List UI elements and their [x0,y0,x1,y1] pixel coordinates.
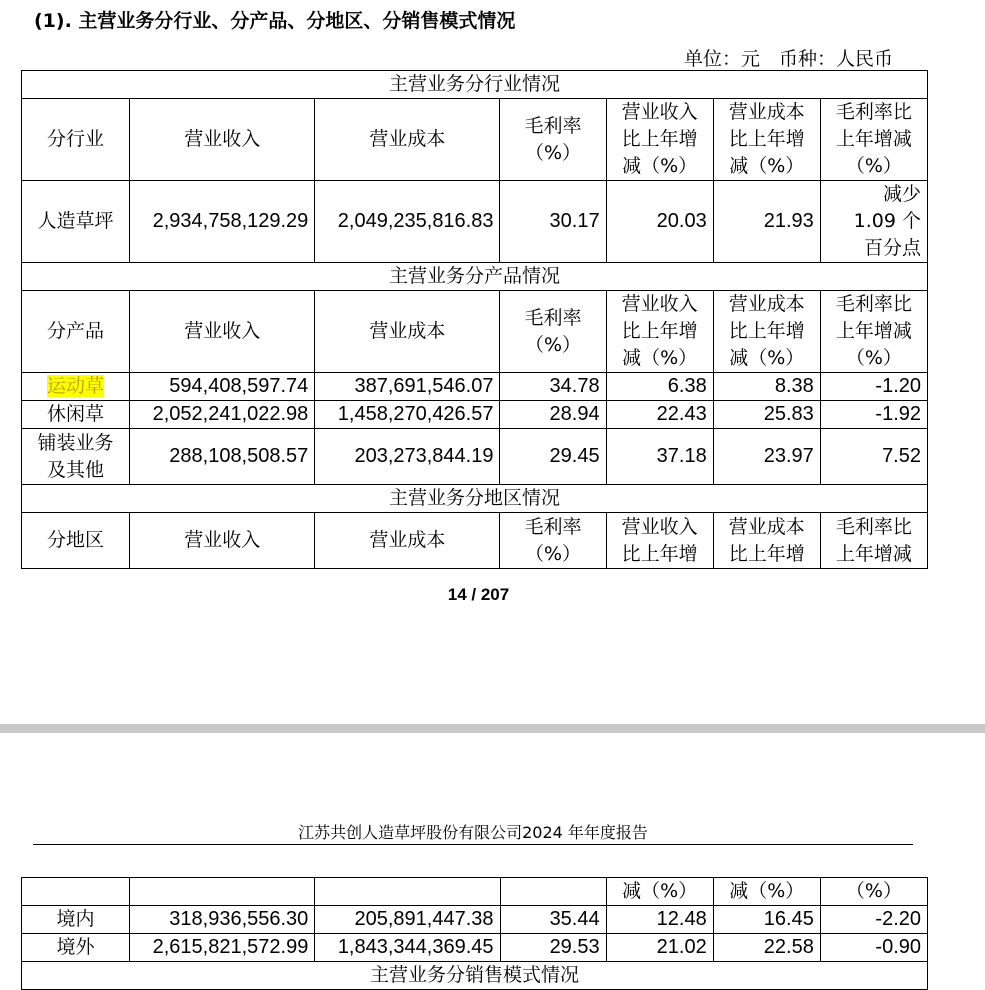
margin-change-cell: 7.52 [820,429,927,485]
col-cost-change: 营业成本 比上年增 减（%） [713,99,820,181]
revenue-change-cell: 21.02 [606,934,713,962]
col-margin-change: 毛利率比 上年增减 （%） [820,291,927,373]
industry-section-title: 主营业务分行业情况 [22,71,928,99]
cost-cell: 2,049,235,816.83 [315,181,500,263]
highlighted-text: 运动草 [47,375,105,397]
revenue-change-cell: 20.03 [606,181,713,263]
continued-table-viewport [21,877,928,986]
row-name: 休闲草 [22,401,130,429]
row-name [22,373,130,401]
revenue-change-cell: 12.48 [606,906,713,934]
empty-cell [22,878,130,906]
section-row [22,263,928,291]
table-row [22,373,928,401]
revenue-cell: 594,408,597.74 [130,373,315,401]
product-section-title: 主营业务分产品情况 [22,263,928,291]
row-name: 铺装业务 及其他 [22,429,130,485]
col-revenue: 营业收入 [130,291,315,373]
col-industry: 分行业 [22,99,130,181]
region-table-continued [21,877,928,990]
revenue-cell: 2,615,821,572.99 [130,934,315,962]
sales-mode-section-title: 主营业务分销售模式情况 [22,962,928,990]
col-cost: 营业成本 [315,291,500,373]
cost-cell: 387,691,546.07 [315,373,500,401]
col-cost: 营业成本 [315,513,500,569]
col-revenue: 营业收入 [130,99,315,181]
section-row [22,71,928,99]
col-region: 分地区 [22,513,130,569]
col-margin-change: 毛利率比 上年增减 [820,513,927,569]
row-name: 人造草坪 [22,181,130,263]
cost-change-cell: 16.45 [713,906,820,934]
col-product: 分产品 [22,291,130,373]
section-row [22,962,928,990]
col-revenue-change: 营业收入 比上年增 [606,513,713,569]
margin-cell: 34.78 [500,373,606,401]
margin-cell: 35.44 [500,906,606,934]
col-gross-margin: 毛利率 （%） [500,291,606,373]
unit-line: 单位：元 币种：人民币 [684,48,894,70]
header-row [22,291,928,373]
col-gross-margin: 毛利率 （%） [500,99,606,181]
col-revenue: 营业收入 [130,513,315,569]
margin-change-cell: -0.90 [820,934,927,962]
row-name: 境外 [22,934,130,962]
col-revenue-change: 营业收入 比上年增 减（%） [606,99,713,181]
main-business-table [21,70,928,569]
margin-cell: 29.53 [500,934,606,962]
cost-change-cell: 8.38 [713,373,820,401]
revenue-change-cell: 22.43 [606,401,713,429]
col-revenue-change-tail: 减（%） [606,878,713,906]
region-section-title: 主营业务分地区情况 [22,485,928,513]
page-separator [0,724,985,733]
col-cost-change: 营业成本 比上年增 减（%） [713,291,820,373]
col-cost: 营业成本 [315,99,500,181]
page-number: 14 / 207 [447,585,510,604]
table-row [22,401,928,429]
table-row [22,181,928,263]
margin-change-cell: 减少 1.09 个 百分点 [820,181,927,263]
col-gross-margin: 毛利率 （%） [500,513,606,569]
cost-cell: 203,273,844.19 [315,429,500,485]
table-row [22,906,928,934]
col-revenue-change: 营业收入 比上年增 减（%） [606,291,713,373]
table-row [22,429,928,485]
report-header: 江苏共创人造草坪股份有限公司2024 年年度报告 [298,823,648,842]
cost-change-cell: 25.83 [713,401,820,429]
cost-change-cell: 23.97 [713,429,820,485]
col-margin-change-tail: （%） [820,878,927,906]
col-cost-change: 营业成本 比上年增 [713,513,820,569]
revenue-change-cell: 37.18 [606,429,713,485]
empty-cell [500,878,606,906]
header-row [22,513,928,569]
section-row [22,485,928,513]
row-name: 境内 [22,906,130,934]
margin-change-cell: -2.20 [820,906,927,934]
cost-change-cell: 22.58 [713,934,820,962]
section-heading: (1). 主营业务分行业、分产品、分地区、分销售模式情况 [34,10,516,32]
header-rule [33,844,913,845]
cost-change-cell: 21.93 [713,181,820,263]
margin-cell: 28.94 [500,401,606,429]
margin-cell: 29.45 [500,429,606,485]
margin-cell: 30.17 [500,181,606,263]
revenue-cell: 288,108,508.57 [130,429,315,485]
cost-cell: 205,891,447.38 [315,906,500,934]
empty-cell [130,878,315,906]
revenue-change-cell: 6.38 [606,373,713,401]
margin-change-cell: -1.20 [820,373,927,401]
cost-cell: 1,843,344,369.45 [315,934,500,962]
revenue-cell: 2,052,241,022.98 [130,401,315,429]
empty-cell [315,878,500,906]
header-row [22,99,928,181]
margin-change-cell: -1.92 [820,401,927,429]
col-cost-change-tail: 减（%） [713,878,820,906]
table-row [22,934,928,962]
col-margin-change: 毛利率比 上年增减 （%） [820,99,927,181]
revenue-cell: 2,934,758,129.29 [130,181,315,263]
revenue-cell: 318,936,556.30 [130,906,315,934]
cost-cell: 1,458,270,426.57 [315,401,500,429]
header-row-continued [22,878,928,906]
